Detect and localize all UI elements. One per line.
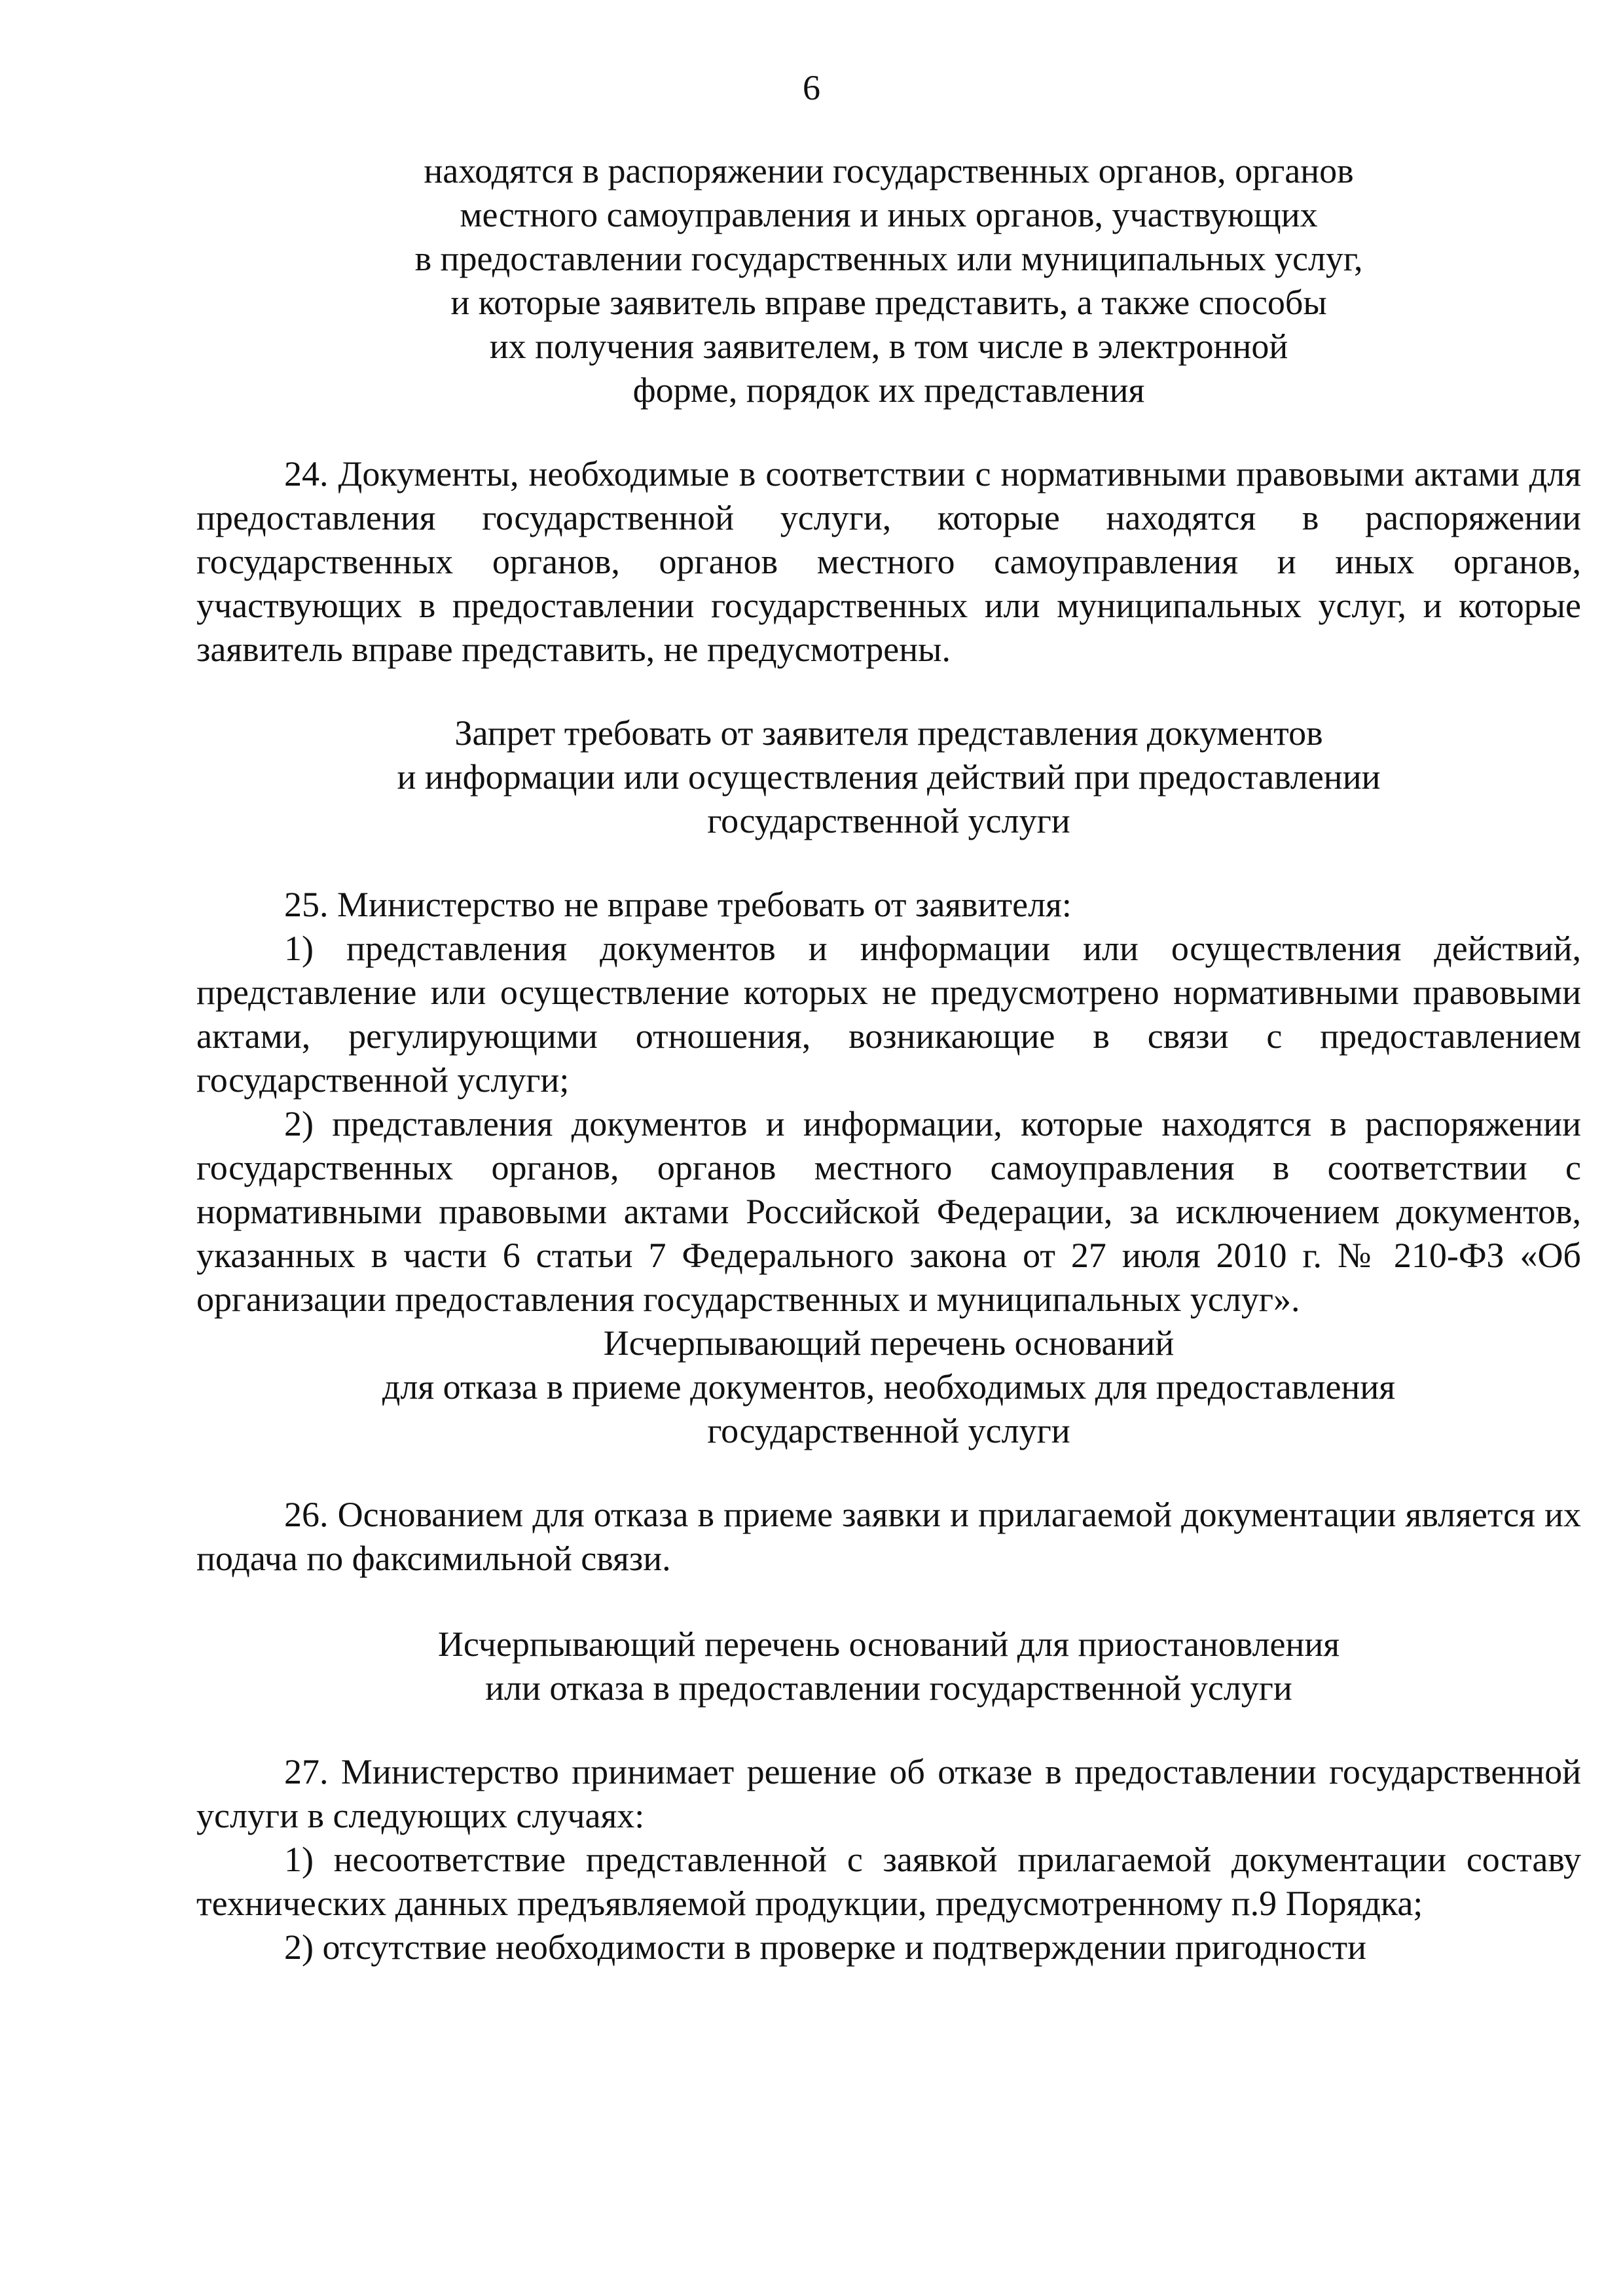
heading-line: государственной услуги xyxy=(707,1411,1070,1450)
paragraph-27-item-1: 1) несоответствие представленной с заявкой прилагаемой документации составу технических данных предъявляемой продукции, предусмотренному п.9 Порядка; xyxy=(196,1840,1581,1923)
paragraph-27-item-2: 2) отсутствие необходимости в проверке и подтверждении пригодности xyxy=(284,1928,1367,1967)
heading-line: для отказа в приеме документов, необходимых для предоставления xyxy=(382,1367,1396,1407)
paragraph-27-intro: 27. Министерство принимает решение об отказе в предоставлении государственной услуги в следующих случаях: xyxy=(196,1752,1581,1835)
heading-line: форме, порядок их представления xyxy=(632,370,1145,410)
paragraph-26: 26. Основанием для отказа в приеме заявки и прилагаемой документации является их подача по факсимильной связи. xyxy=(196,1495,1581,1578)
paragraph-24: 24. Документы, необходимые в соответствии с нормативными правовыми актами для предоставления государственной услуги, которые находятся в распоряжении государственных органов, органов местного самоуправления и иных органов, участвующих в предоставлении государственных или муниципальных услуг, и которые заявитель вправе представить, не предусмотрены. xyxy=(196,454,1581,669)
paragraph-25-intro: 25. Министерство не вправе требовать от заявителя: xyxy=(284,885,1072,924)
heading-line: их получения заявителем, в том числе в электронной xyxy=(489,327,1288,366)
heading-line: Запрет требовать от заявителя представления документов xyxy=(454,713,1323,753)
document-body xyxy=(196,149,1581,1969)
heading-line: Исчерпывающий перечень оснований xyxy=(603,1323,1175,1363)
section-heading-suspension-or-refusal xyxy=(196,1623,1581,1710)
paragraph-25-item-2: 2) представления документов и информации, которые находятся в распоряжении государственных органов, органов местного самоуправления в соответствии с нормативными правовыми актами Российской Федерации, за исключением документов, указанных в части 6 статьи 7 Федерального закона от 27 июля 2010 г. № 210-ФЗ «Об организации предоставления государственных и муниципальных услуг». xyxy=(196,1104,1581,1319)
section-heading-prohibition xyxy=(196,711,1581,843)
heading-line: и информации или осуществления действий при предоставлении xyxy=(397,757,1381,797)
heading-line: Исчерпывающий перечень оснований для приостановления xyxy=(437,1624,1340,1664)
heading-line: в предоставлении государственных или муниципальных услуг, xyxy=(414,239,1363,278)
heading-line: и которые заявитель вправе представить, а также способы xyxy=(450,283,1327,322)
paragraph-25-item-1: 1) представления документов и информации или осуществления действий, представление или осуществление которых не предусмотрено нормативными правовыми актами, регулирующими отношения, возникающие в связи с предоставлением государственной услуги; xyxy=(196,929,1581,1100)
heading-line: местного самоуправления и иных органов, участвующих xyxy=(460,195,1318,234)
page-number: 6 xyxy=(803,68,820,107)
heading-line: государственной услуги xyxy=(707,801,1070,840)
section-heading-documents-in-possession xyxy=(196,149,1581,412)
heading-line: находятся в распоряжении государственных органов, органов xyxy=(424,151,1354,190)
section-heading-refusal-to-accept xyxy=(196,1321,1581,1453)
heading-line: или отказа в предоставлении государственной услуги xyxy=(485,1668,1292,1708)
